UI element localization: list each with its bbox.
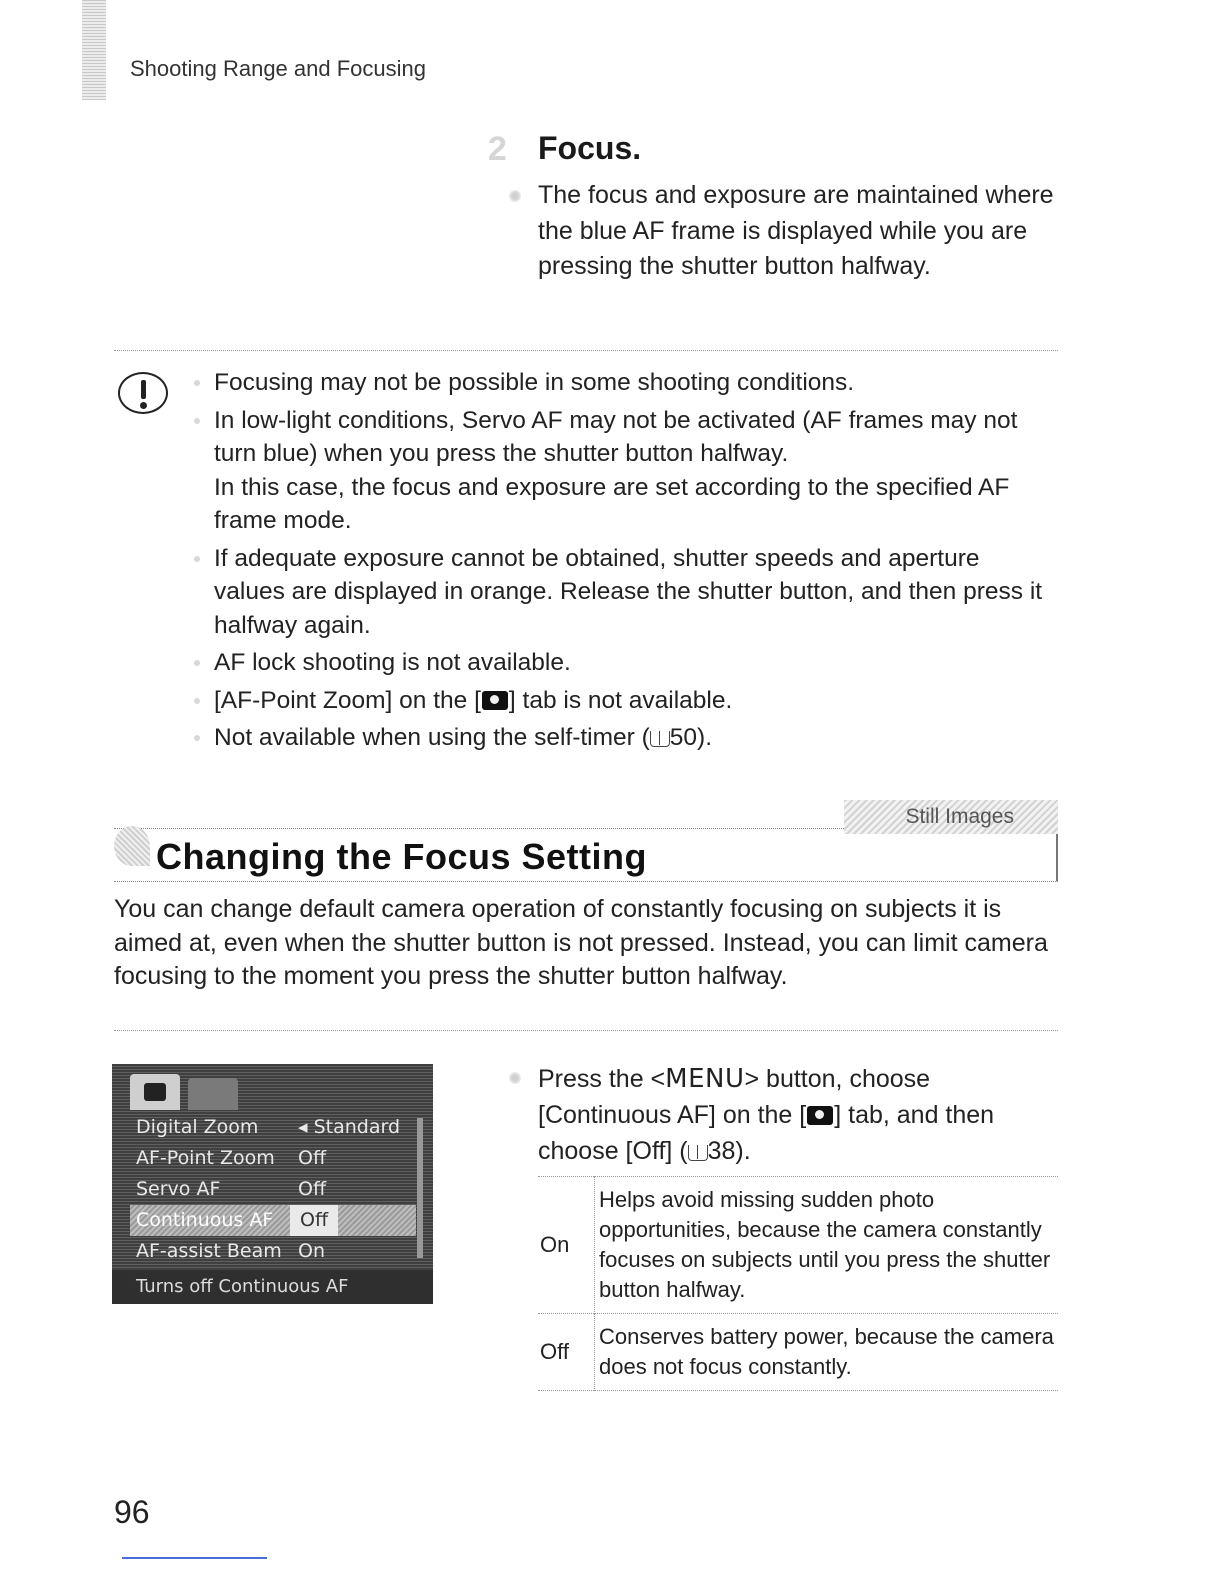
book-icon <box>650 731 670 747</box>
caution-item: If adequate exposure cannot be obtained, shutter speeds and aperture values are displayed in orange. Release the shutter button, and then press it halfway again. <box>214 542 1044 643</box>
menu-value: Off <box>298 1147 327 1169</box>
menu-label: AF-assist Beam <box>136 1240 282 1262</box>
menu-row <box>130 1143 416 1174</box>
options-table <box>538 1176 1058 1391</box>
instruction-part: Press the < <box>538 1065 666 1093</box>
step-text: The focus and exposure are maintained where the blue AF frame is displayed while you are pressing the shutter button halfway. <box>538 181 1054 280</box>
option-row <box>538 1177 1058 1314</box>
caution-text: [AF-Point Zoom] on the [ <box>214 686 481 714</box>
shooting-tab-icon <box>482 691 508 710</box>
caution-text: ] tab is not available. <box>508 686 733 714</box>
option-desc: Conserves battery power, because the camera does not focus constantly. <box>595 1314 1059 1391</box>
step-number: 2 <box>488 130 507 168</box>
caution-item <box>214 684 1044 718</box>
menu-label: AF-Point Zoom <box>136 1147 275 1169</box>
footer-rule <box>122 1557 267 1559</box>
divider <box>114 1030 1058 1031</box>
caution-item: Focusing may not be possible in some shooting conditions. <box>214 366 1044 400</box>
caution-text: ). <box>697 724 712 751</box>
instruction-text <box>538 1061 1068 1169</box>
menu-value: Off <box>298 1178 327 1200</box>
instruction-part: ). <box>735 1137 751 1165</box>
section-marker-icon <box>114 826 150 866</box>
shooting-tab-icon <box>130 1074 180 1110</box>
step-title: Focus. <box>538 130 642 166</box>
caution-list <box>214 366 1044 759</box>
section-title: Changing the Focus Setting <box>156 836 647 877</box>
caution-item: AF lock shooting is not available. <box>214 646 1044 680</box>
option-key: On <box>540 1232 570 1257</box>
menu-row <box>130 1236 416 1267</box>
option-desc: Helps avoid missing sudden photo opportunities, because the camera constantly focuses on subjects until you press the shutter button halfway. <box>595 1177 1059 1314</box>
running-head: Shooting Range and Focusing <box>130 56 426 81</box>
camera-menu-screen <box>112 1064 433 1304</box>
option-key: Off <box>540 1339 569 1364</box>
menu-button-label: MENU <box>665 1064 745 1094</box>
menu-value: ◂ Standard <box>298 1116 401 1138</box>
settings-tab-icon <box>188 1078 238 1110</box>
shooting-tab-icon <box>807 1106 833 1125</box>
option-row <box>538 1314 1058 1391</box>
caution-item: In low-light conditions, Servo AF may not be activated (AF frames may not turn blue) when you press the shutter button halfway. In this case, the focus and exposure are set according to the specified AF frame mode. <box>214 404 1044 538</box>
caution-item <box>214 721 1044 755</box>
page-number: 96 <box>114 1494 150 1530</box>
menu-value: Off <box>290 1205 338 1236</box>
menu-row <box>130 1112 416 1143</box>
menu-help-text: Turns off Continuous AF <box>112 1270 433 1304</box>
instruction-part: ] tab, and then choose [Off] ( <box>538 1101 995 1165</box>
menu-value: On <box>298 1240 325 1262</box>
menu-scrollbar <box>417 1118 423 1258</box>
chapter-side-tab <box>82 0 106 100</box>
menu-list <box>130 1112 416 1267</box>
menu-row <box>130 1174 416 1205</box>
caution-icon <box>118 372 168 414</box>
page-ref: 38 <box>707 1137 736 1165</box>
instruction-part: > button, choose [Continuous AF] on the [ <box>538 1065 931 1129</box>
divider <box>114 350 1058 351</box>
menu-label: Digital Zoom <box>136 1116 259 1138</box>
menu-label: Servo AF <box>136 1178 221 1200</box>
menu-row-selected <box>130 1205 416 1236</box>
still-images-badge: Still Images <box>844 800 1058 834</box>
bullet-icon <box>509 190 521 202</box>
book-icon <box>688 1145 708 1161</box>
section-intro: You can change default camera operation of constantly focusing on subjects it is aimed at, even when the shutter button is not pressed. Instead, you can limit camera focusing to the moment you press the shutter button halfway. <box>114 895 1048 990</box>
menu-label: Continuous AF <box>136 1209 274 1231</box>
caution-text: Not available when using the self-timer ( <box>214 724 650 751</box>
page-ref: 50 <box>669 724 698 751</box>
bullet-icon <box>509 1072 521 1084</box>
